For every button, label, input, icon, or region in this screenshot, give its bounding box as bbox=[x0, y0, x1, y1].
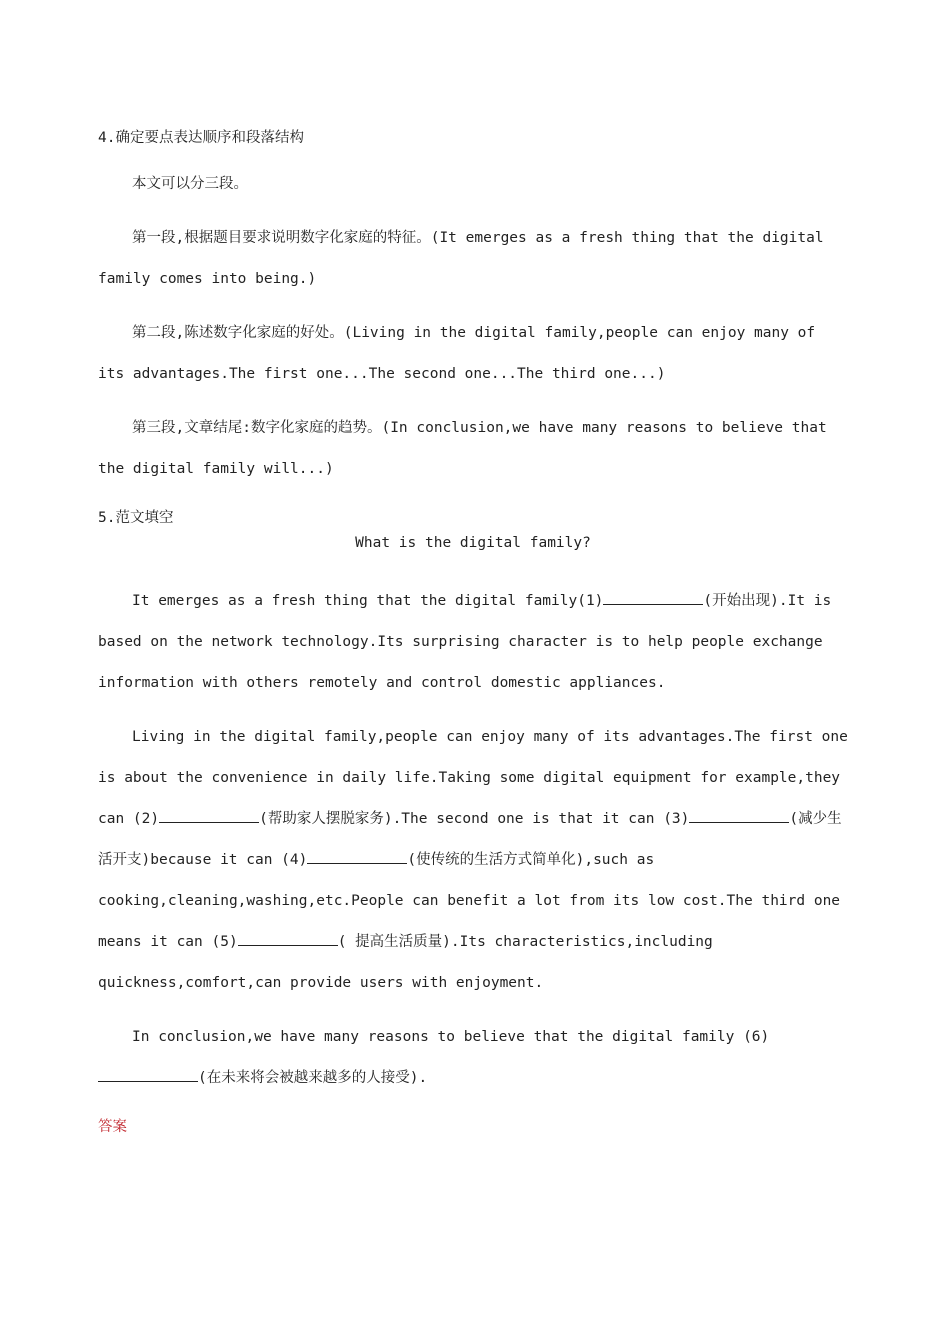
section-4-paragraph-2: 第二段,陈述数字化家庭的好处。(Living in the digital family,people can enjoy many of its advantages.The first one...The second one...The third one...) bbox=[98, 325, 816, 382]
essay-paragraph-3 bbox=[98, 1017, 848, 1099]
section-4-intro: 本文可以分三段。 bbox=[132, 176, 248, 192]
section-4-heading: 4.确定要点表达顺序和段落结构 bbox=[98, 130, 304, 146]
blank-4 bbox=[307, 849, 407, 864]
essay-paragraph-2 bbox=[98, 717, 848, 1004]
blank-5 bbox=[238, 931, 338, 946]
blank-6 bbox=[98, 1067, 198, 1082]
essay-p2-text-e: ( 提高生活质量).Its characteristics,including quickness,comfort,can provide users with enjoyment. bbox=[98, 934, 713, 991]
essay-p3-text-a: In conclusion,we have many reasons to believe that the digital family (6) bbox=[132, 1029, 770, 1045]
essay-p3-text-b: (在未来将会被越来越多的人接受). bbox=[198, 1070, 428, 1086]
essay-p1-text-a: It emerges as a fresh thing that the digital family(1) bbox=[132, 593, 604, 609]
answer-label: 答案 bbox=[98, 1119, 127, 1135]
essay-p2-text-b: (帮助家人摆脱家务).The second one is that it can (3) bbox=[259, 811, 690, 827]
blank-3 bbox=[689, 808, 789, 823]
essay-p1-text-b: (开始出现).It is based on the network technology.Its surprising character is to help people exchange information with others remotely and control domestic appliances. bbox=[98, 593, 832, 691]
section-4-paragraph-1: 第一段,根据题目要求说明数字化家庭的特征。(It emerges as a fresh thing that the digital family comes into being.) bbox=[98, 230, 824, 287]
essay-p2-text-d: (使传统的生活方式简单化),such as cooking,cleaning,washing,etc.People can benefit a lot from its low cost.The third one means it can (5) bbox=[98, 852, 841, 950]
blank-2 bbox=[159, 808, 259, 823]
document-content bbox=[98, 126, 848, 1140]
essay-title: What is the digital family? bbox=[355, 535, 591, 551]
essay-p2-text-c: (减少生活开支)because it can (4) bbox=[98, 811, 842, 868]
section-5-heading: 5.范文填空 bbox=[98, 510, 174, 526]
essay-p2-text-a: Living in the digital family,people can enjoy many of its advantages.The first one is about the convenience in daily life.Taking some digital equipment for example,they can (2) bbox=[98, 729, 848, 827]
blank-1 bbox=[603, 590, 703, 605]
section-4-paragraph-3: 第三段,文章结尾:数字化家庭的趋势。(In conclusion,we have many reasons to believe that the digital family will...) bbox=[98, 420, 827, 477]
essay-paragraph-1 bbox=[98, 581, 848, 704]
